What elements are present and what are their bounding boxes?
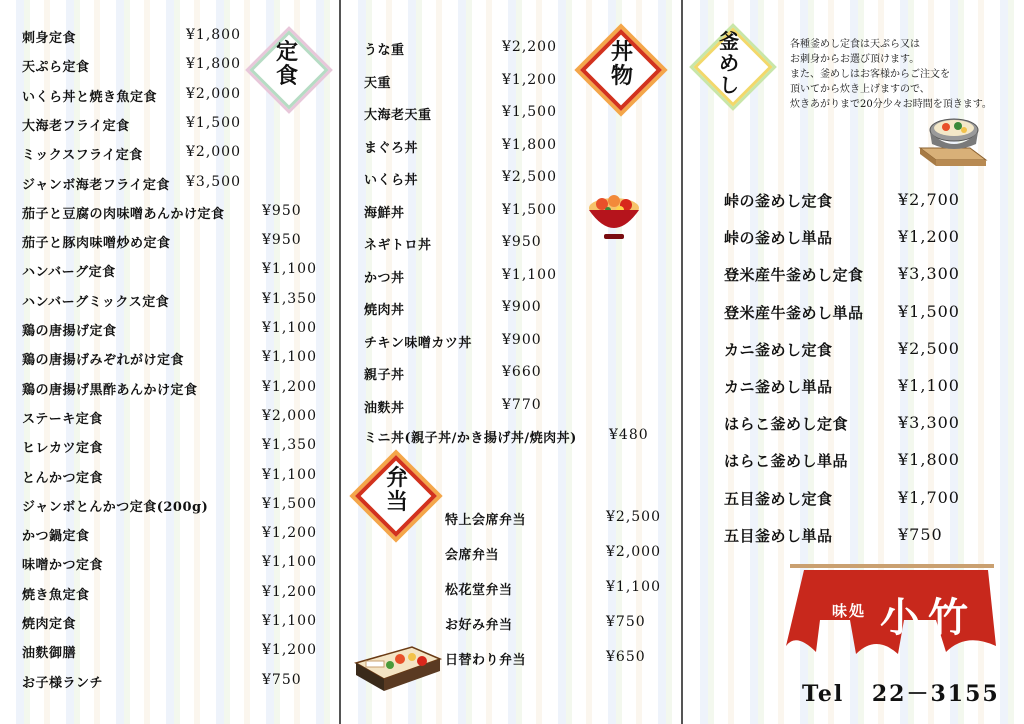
menu-item-name: 焼き魚定食 xyxy=(22,587,90,603)
menu-item-price: ¥2,000 xyxy=(186,85,241,102)
shop-prefix: 味処 xyxy=(832,602,867,620)
menu-item-name: いくら丼 xyxy=(364,173,419,188)
menu-item-price: ¥1,500 xyxy=(502,201,557,218)
menu-item-price: ¥770 xyxy=(502,396,542,413)
donburi-bowl-illustration xyxy=(586,190,642,242)
menu-item-name: 油麩御膳 xyxy=(22,646,77,662)
menu-item-price: ¥900 xyxy=(502,299,542,315)
menu-item-name: 大海老フライ定食 xyxy=(22,118,130,134)
note-line: お刺身からお選び頂けます。 xyxy=(790,54,920,65)
menu-item-price: ¥2,000 xyxy=(186,144,241,161)
menu-item-price: ¥750 xyxy=(606,614,646,630)
menu-item-price: ¥660 xyxy=(502,364,542,380)
note-line: 頂いてから炊き上げますので、 xyxy=(790,84,930,95)
note-line: 各種釜めし定食は天ぷら又は xyxy=(790,39,920,50)
menu-item-price: ¥1,800 xyxy=(186,27,241,43)
menu-item-name: かつ丼 xyxy=(364,270,405,286)
menu-item-price: ¥1,200 xyxy=(262,378,317,395)
menu-item-price: ¥2,200 xyxy=(502,39,557,55)
menu-item-price: ¥950 xyxy=(502,234,542,250)
menu-item-name: 登米産牛釜めし単品 xyxy=(724,303,864,322)
menu-item-name: 五目釜めし定食 xyxy=(724,489,833,508)
menu-item-price: ¥3,300 xyxy=(898,413,960,433)
menu-item-price: ¥1,350 xyxy=(262,290,317,307)
menu-item-price: ¥1,700 xyxy=(898,487,960,507)
menu-item-price: ¥1,500 xyxy=(186,114,241,131)
menu-item-price: ¥1,200 xyxy=(262,583,317,600)
menu-item-price: ¥1,100 xyxy=(262,261,317,278)
menu-item-name: 峠の釜めし定食 xyxy=(724,192,833,210)
menu-item-name: チキン味噌カツ丼 xyxy=(364,335,472,351)
menu-item-price: ¥1,350 xyxy=(262,437,317,454)
kamameshi-panel xyxy=(684,0,1024,724)
kamameshi-note xyxy=(790,37,992,112)
menu-item-name: お好み弁当 xyxy=(445,618,513,633)
menu-item-name: ステーキ定食 xyxy=(22,411,103,427)
menu-item-price: ¥950 xyxy=(262,232,302,249)
menu-item-price: ¥1,800 xyxy=(898,450,960,470)
menu-item-name: カニ釜めし定食 xyxy=(724,340,833,359)
menu-item-price: ¥1,200 xyxy=(898,227,960,247)
menu-item-price: ¥1,200 xyxy=(502,71,557,88)
menu-item-price: ¥2,500 xyxy=(898,338,960,358)
menu-item-name: 日替わり弁当 xyxy=(445,653,527,668)
menu-item-price: ¥1,200 xyxy=(262,525,317,542)
menu-item-name: 鶏の唐揚げ定食 xyxy=(22,324,117,339)
menu-item-name: 五目釜めし単品 xyxy=(724,526,833,545)
menu-item-price: ¥1,100 xyxy=(262,554,317,571)
kamameshi-heading-text: 釜めし xyxy=(719,29,739,97)
donburi-panel xyxy=(342,0,680,724)
menu-item-name: はらこ釜めし定食 xyxy=(724,415,849,434)
menu-item-name: かつ鍋定食 xyxy=(22,529,90,545)
menu-item-name: ジャンボとんかつ定食(200g) xyxy=(22,499,209,515)
menu-item-name: 刺身定食 xyxy=(22,31,77,46)
menu-item-name: とんかつ定食 xyxy=(22,470,104,486)
menu-item-price: ¥3,300 xyxy=(898,264,960,284)
menu-item-price: ¥1,800 xyxy=(502,136,557,153)
kamameshi-pot-illustration xyxy=(916,108,990,166)
note-line: また、釜めしはお客様からご注文を xyxy=(790,69,950,80)
menu-item-name: 親子丼 xyxy=(364,368,405,383)
menu-item-price: ¥650 xyxy=(606,649,646,665)
menu-item-name: ハンバーグ定食 xyxy=(22,265,116,281)
menu-item-price: ¥1,500 xyxy=(502,104,557,120)
menu-item-price: ¥1,100 xyxy=(262,349,317,366)
tel-label: Tel xyxy=(802,681,845,707)
menu-item-name: 天ぷら定食 xyxy=(22,60,90,76)
menu-item-name: 味噌かつ定食 xyxy=(22,558,104,574)
menu-item-price: ¥1,500 xyxy=(262,495,317,512)
menu-item-price: ¥1,500 xyxy=(898,301,960,321)
mini-don-item: ミニ丼(親子丼/かき揚げ丼/焼肉丼) xyxy=(364,431,577,446)
menu-item-name: 登米産牛釜めし定食 xyxy=(724,266,864,285)
tel-number: 22－3155 xyxy=(871,681,1000,707)
menu-item-name: 茄子と豆腐の肉味噌あんかけ定食 xyxy=(22,206,225,222)
menu-item-name: 大海老天重 xyxy=(364,108,432,123)
menu-item-price: ¥1,200 xyxy=(262,642,317,659)
menu-item-name: はらこ釜めし単品 xyxy=(724,452,849,471)
menu-item-name: 焼肉定食 xyxy=(22,617,77,632)
menu-item-name: ネギトロ丼 xyxy=(364,238,432,253)
bento-box-illustration xyxy=(352,633,442,695)
menu-item-name: ヒレカツ定食 xyxy=(22,441,104,457)
teishoku-panel xyxy=(0,0,338,724)
menu-item-name: 茄子と豚肉味噌炒め定食 xyxy=(22,236,171,252)
note-line: 炊きあがりまで20分少々お時間を頂きます。 xyxy=(790,99,992,110)
menu-item-price: ¥1,100 xyxy=(502,266,557,283)
menu-item-name: カニ釜めし単品 xyxy=(724,378,833,396)
shop-name: 小竹 xyxy=(880,594,976,641)
menu-item-price: ¥900 xyxy=(502,331,542,348)
menu-item-name: いくら丼と焼き魚定食 xyxy=(22,89,158,105)
menu-item-name: まぐろ丼 xyxy=(364,140,419,156)
panel-divider xyxy=(339,0,341,724)
menu-item-name: 特上会席弁当 xyxy=(445,513,527,528)
menu-item-name: うな重 xyxy=(364,43,405,58)
bento-heading: 弁当 xyxy=(385,465,408,515)
menu-item-name: 鶏の唐揚げ黒酢あんかけ定食 xyxy=(22,382,198,398)
mini-don-price: ¥480 xyxy=(609,427,649,443)
menu-item-name: 天重 xyxy=(364,75,392,91)
menu-item-name: 会席弁当 xyxy=(445,548,500,563)
menu-item-name: ハンバーグミックス定食 xyxy=(22,294,170,310)
menu-item-price: ¥1,100 xyxy=(262,466,317,483)
menu-item-name: 峠の釜めし単品 xyxy=(724,229,833,248)
menu-item-price: ¥1,100 xyxy=(262,320,317,336)
menu-item-price: ¥1,100 xyxy=(606,579,661,595)
menu-item-price: ¥950 xyxy=(262,202,302,219)
menu-item-price: ¥1,100 xyxy=(262,613,317,629)
menu-item-price: ¥1,100 xyxy=(898,376,960,395)
menu-item-price: ¥2,000 xyxy=(262,407,317,424)
menu-item-price: ¥750 xyxy=(898,524,943,544)
kamameshi-heading xyxy=(717,30,741,96)
shop-phone xyxy=(802,677,1000,708)
menu-item-name: ミックスフライ定食 xyxy=(22,148,143,164)
menu-item-price: ¥3,500 xyxy=(186,173,241,190)
menu-item-price: ¥2,500 xyxy=(606,509,661,525)
donburi-heading: 丼物 xyxy=(610,39,633,89)
menu-item-price: ¥1,800 xyxy=(186,56,241,73)
menu-item-price: ¥2,500 xyxy=(502,169,557,185)
menu-item-name: ジャンボ海老フライ定食 xyxy=(22,177,170,193)
teishoku-heading: 定食 xyxy=(275,39,298,89)
panel-divider xyxy=(681,0,683,724)
menu-item-name: 海鮮丼 xyxy=(364,205,405,221)
menu-item-price: ¥2,700 xyxy=(898,190,960,209)
menu-item-name: 松花堂弁当 xyxy=(445,583,513,598)
menu-item-name: 焼肉丼 xyxy=(364,303,405,318)
menu-item-price: ¥750 xyxy=(262,671,302,688)
menu-item-price: ¥2,000 xyxy=(606,544,661,560)
menu-item-name: 油麩丼 xyxy=(364,400,405,416)
menu-item-name: 鶏の唐揚げみぞれがけ定食 xyxy=(22,353,185,369)
menu-item-name: お子様ランチ xyxy=(22,675,104,691)
